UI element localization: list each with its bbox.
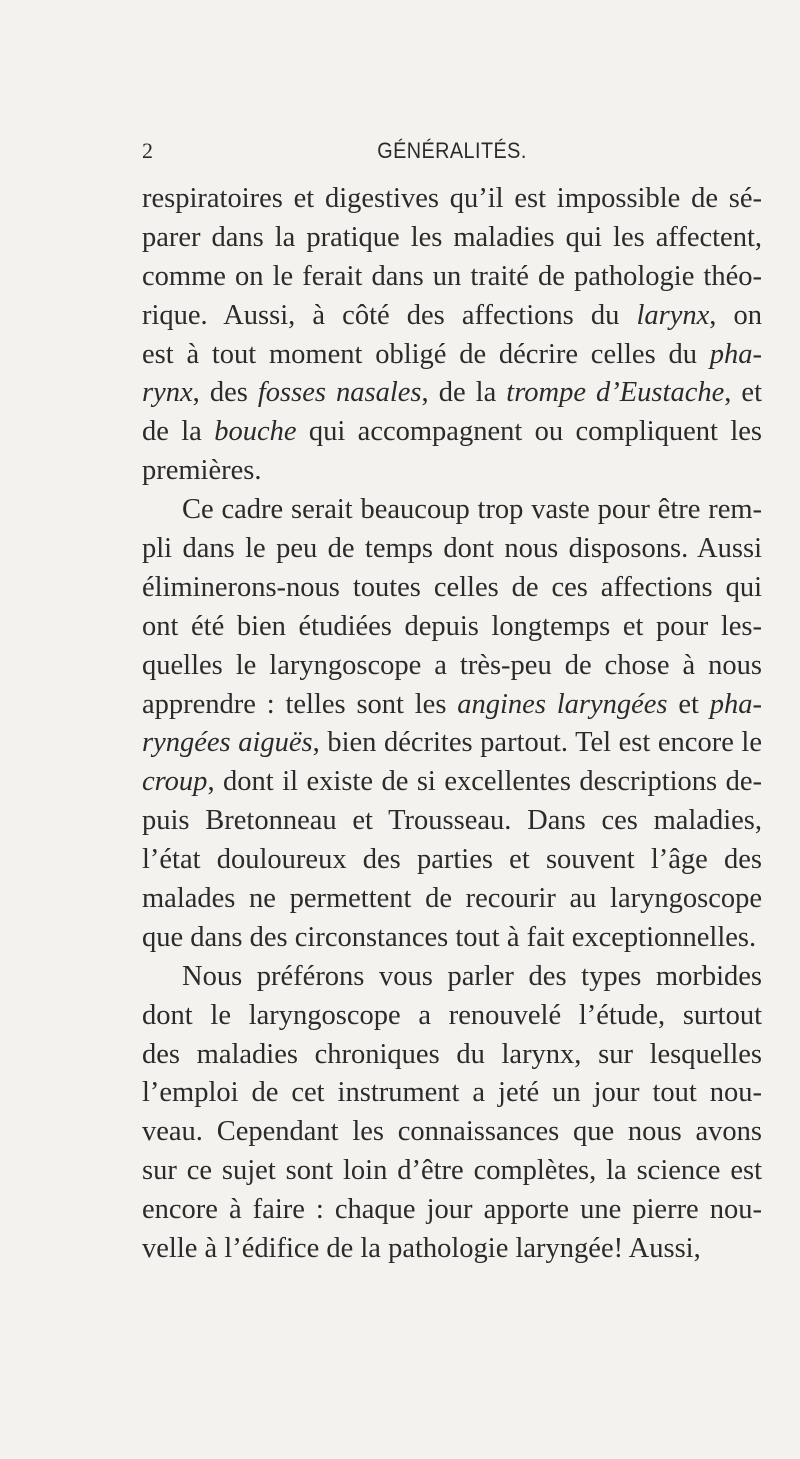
- italic-term: larynx: [636, 299, 710, 331]
- text-line: [142, 336, 762, 375]
- text-line: [142, 1152, 762, 1191]
- text-line: [142, 413, 762, 452]
- text-run: qui accompagnent ou compliquent les: [296, 416, 763, 448]
- text-line: [142, 919, 762, 958]
- text-line: [142, 1113, 762, 1152]
- text-run: , bien décrites partout. Tel est encore le: [312, 727, 762, 759]
- text-line: [142, 841, 762, 880]
- text-run: que dans des circonstances tout à fait exceptionnelles.: [142, 921, 757, 953]
- italic-term: croup: [142, 766, 208, 798]
- text-run: , on: [709, 299, 763, 331]
- text-line: [142, 180, 762, 219]
- text-line: [142, 452, 762, 491]
- italic-term: pha-: [709, 338, 762, 370]
- text-run: Ce cadre serait beaucoup trop vaste pour être rem-: [182, 494, 762, 526]
- text-line: [142, 258, 762, 297]
- page-number: 2: [142, 138, 153, 163]
- text-line: [142, 1230, 762, 1269]
- italic-term: trompe d’Eustache: [506, 377, 725, 409]
- italic-term: pha-: [709, 688, 762, 720]
- text-line: [142, 647, 762, 686]
- text-run: , dont il existe de si excellentes descriptions de-: [207, 766, 762, 798]
- text-line: [142, 297, 762, 336]
- text-run: l’état douloureux des parties et souvent l’âge des: [142, 844, 762, 876]
- text-run: est à tout moment obligé de décrire celles du: [142, 338, 710, 370]
- text-run: encore à faire : chaque jour apporte une pierre nou-: [142, 1194, 762, 1226]
- text-run: et: [667, 688, 710, 720]
- text-line: [142, 1074, 762, 1113]
- text-line: [142, 802, 762, 841]
- text-line: [142, 997, 762, 1036]
- text-line: [142, 1036, 762, 1075]
- text-run: de la: [142, 416, 215, 448]
- text-run: respiratoires et digestives qu’il est impossible de sé-: [142, 183, 762, 214]
- text-line: [142, 763, 762, 802]
- text-run: l’emploi de cet instrument a jeté un jour tout nou-: [142, 1077, 762, 1109]
- text-line: [142, 958, 762, 997]
- text-run: , des: [192, 377, 258, 409]
- text-run: ont été bien étudiées depuis longtemps et pour les-: [142, 610, 762, 642]
- text-run: éliminerons-nous toutes celles de ces affections qui: [142, 571, 762, 603]
- text-line: [142, 1191, 762, 1230]
- page-header: [142, 138, 762, 168]
- text-run: quelles le laryngoscope a très-peu de chose à nous: [142, 649, 762, 681]
- text-run: Nous préférons vous parler des types morbides: [182, 960, 762, 992]
- text-run: apprendre : telles sont les: [142, 688, 458, 720]
- text-line: [142, 219, 762, 258]
- text-line: [142, 724, 762, 763]
- italic-term: rynx: [142, 377, 193, 409]
- text-run: velle à l’édifice de la pathologie laryngée! Aussi,: [142, 1233, 701, 1265]
- text-line: [142, 530, 762, 569]
- text-run: puis Bretonneau et Trousseau. Dans ces maladies,: [142, 805, 762, 837]
- text-run: parer dans la pratique les maladies qui les affectent,: [142, 221, 762, 253]
- text-line: [142, 569, 762, 608]
- body-text: [142, 180, 762, 1269]
- text-run: comme on le ferait dans un traité de pathologie théo-: [142, 260, 762, 292]
- text-run: pli dans le peu de temps dont nous disposons. Aussi: [142, 533, 762, 565]
- text-line: [142, 686, 762, 725]
- text-run: veau. Cependant les connaissances que nous avons: [142, 1116, 762, 1148]
- text-line: [142, 491, 762, 530]
- text-run: , et: [724, 377, 762, 409]
- text-run: des maladies chroniques du larynx, sur lesquelles: [142, 1038, 762, 1070]
- running-head: GÉNÉRALITÉS.: [377, 138, 527, 163]
- text-line: [142, 374, 762, 413]
- text-run: malades ne permettent de recourir au laryngoscope: [142, 883, 762, 915]
- text-line: [142, 880, 762, 919]
- italic-term: ryngées aiguës: [142, 727, 313, 759]
- text-line: [142, 608, 762, 647]
- italic-term: fosses nasales: [257, 377, 422, 409]
- italic-term: bouche: [214, 416, 297, 448]
- text-run: sur ce sujet sont loin d’être complètes, la science est: [142, 1155, 762, 1187]
- text-run: rique. Aussi, à côté des affections du: [142, 299, 637, 331]
- italic-term: angines laryngées: [457, 688, 668, 720]
- text-run: , de la: [421, 377, 507, 409]
- text-run: premières.: [142, 455, 262, 487]
- text-run: dont le laryngoscope a renouvelé l’étude, surtout: [142, 999, 762, 1031]
